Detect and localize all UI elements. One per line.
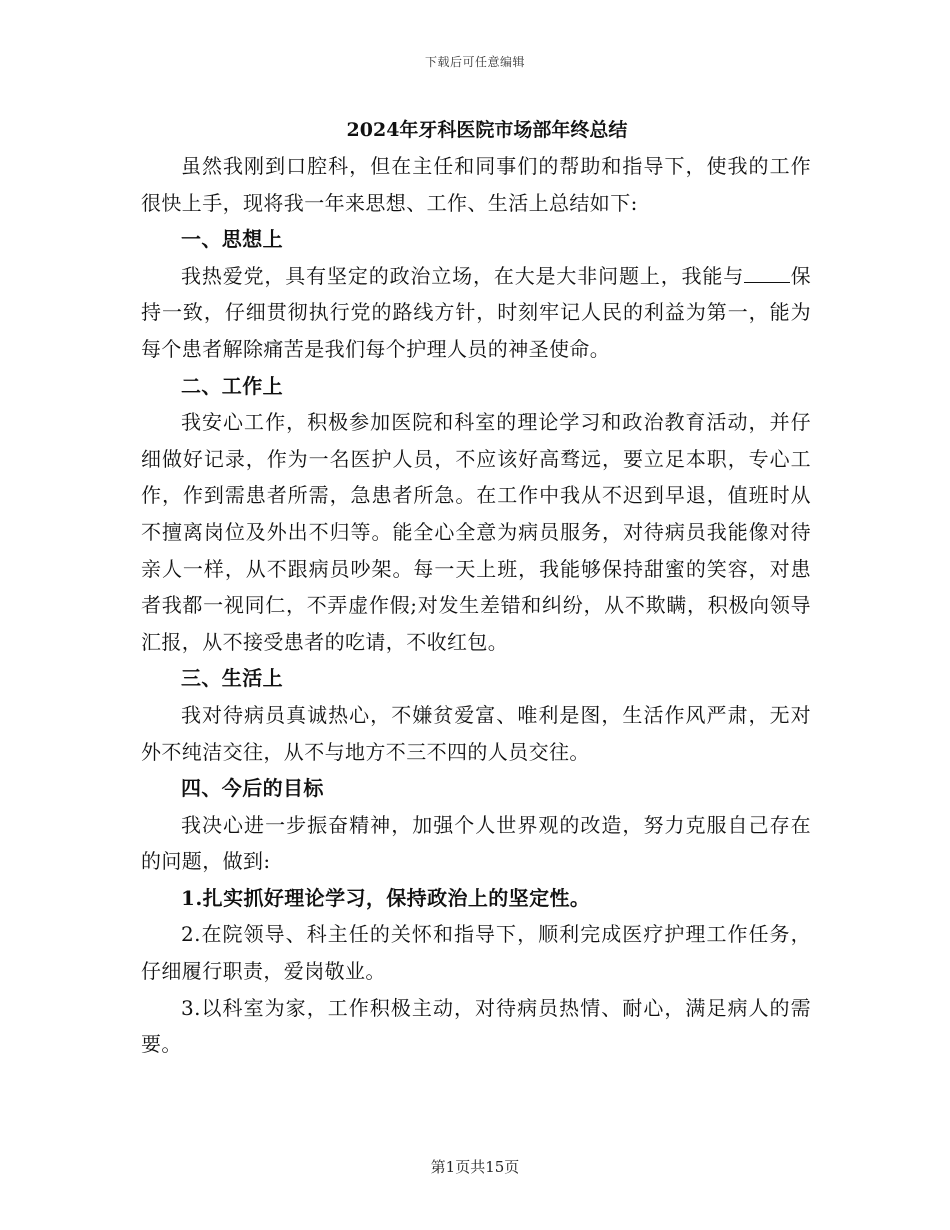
intro-paragraph: 虽然我刚到口腔科，但在主任和同事们的帮助和指导下，使我的工作很快上手，现将我一年来思想、工作、生活上总结如下: [141, 154, 811, 215]
section-paragraph-work: 我安心工作，积极参加医院和科室的理论学习和政治教育活动，并仔细做好记录，作为一名医护人员，不应该好高骛远，要立足本职，专心工作，作到需患者所需，急患者所急。在工作中我从不迟到早退，值班时从不擅离岗位及外出不归等。能全心全意为病员服务，对待病员我能像对待亲人一样，从不跟病员吵架。每一天上班，我能够保持甜蜜的笑容，对患者我都一视同仁，不弄虚作假;对发生差错和纠纷，从不欺瞒，积极向领导汇报，从不接受患者的吃请，不收红包。 [141, 410, 811, 654]
page-header: 下载后可任意编辑 [424, 55, 525, 69]
section-paragraph-goals: 我决心进一步振奋精神，加强个人世界观的改造，努力克服自己存在的问题，做到: [141, 812, 811, 874]
thought-text-before-blank: 我热爱党，具有坚定的政治立场，在大是大非问题上，我能与 [181, 263, 745, 288]
section-paragraph-thought [141, 258, 811, 368]
section-paragraph-life: 我对待病员真诚热心，不嫌贫爱富、唯利是图，生活作风严肃，无对外不纯洁交往，从不与地方不三不四的人员交往。 [141, 702, 811, 764]
section-heading-goals: 四、今后的目标 [181, 776, 324, 801]
goal-item-1: 1.扎实抓好理论学习，保持政治上的坚定性。 [181, 885, 591, 910]
section-heading-life: 三、生活上 [181, 666, 283, 691]
section-heading-work: 二、工作上 [181, 373, 283, 398]
goal-item-2: 2.在院领导、科主任的关怀和指导下，顺利完成医疗护理工作任务，仔细履行职责，爱岗敬业。 [141, 922, 811, 984]
document-body [141, 112, 811, 1063]
page-footer: 第1页共15页 [430, 1158, 520, 1176]
goal-item-3: 3.以科室为家，工作积极主动，对待病员热情、耐心，满足病人的需要。 [141, 995, 811, 1057]
section-heading-thought: 一、思想上 [181, 227, 283, 252]
thought-text-after-blank: 保持一致，仔细贯彻执行党的路线方针，时刻牢记人民的利益为第一，能为每个患者解除痛苦是我们每个护理人员的神圣使命。 [141, 263, 811, 361]
fill-in-blank [744, 264, 790, 283]
document-title: 2024年牙科医院市场部年终总结 [346, 119, 628, 141]
